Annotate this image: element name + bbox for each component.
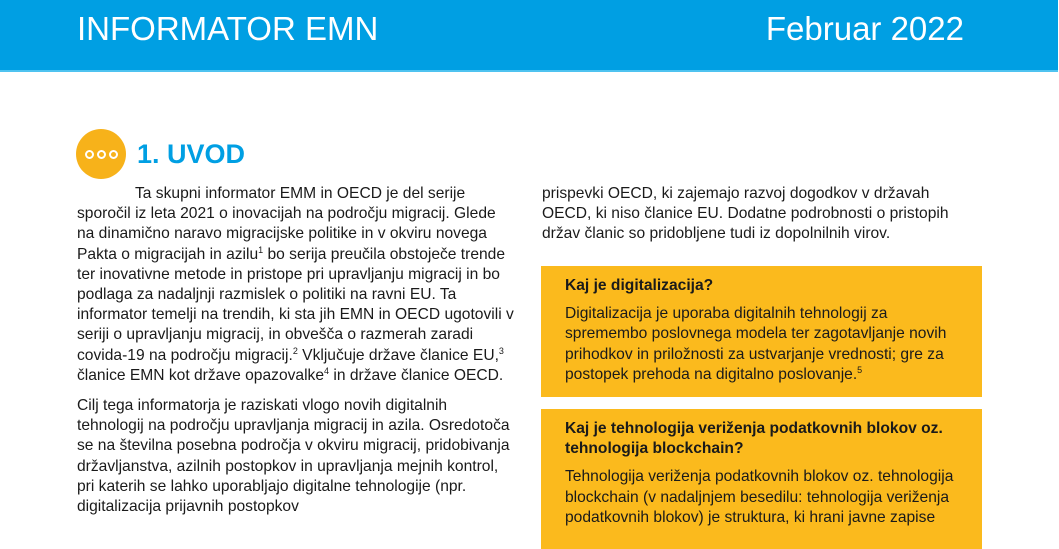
- three-dots-circle-icon: [76, 129, 126, 179]
- infobox-blockchain: [541, 409, 982, 549]
- footnote-ref[interactable]: 2: [292, 345, 298, 356]
- footnote-ref[interactable]: 1: [258, 244, 264, 255]
- dot-icon: [109, 150, 118, 159]
- dot-icon: [85, 150, 94, 159]
- aim-paragraph: Cilj tega informatorja je raziskati vlogo novih digitalnih tehnologij na področju upravljanja migracij in azila. Osredotoča se na številna posebna področja v okviru migracij, pridobivanja državljanstva, azilnih postopkov in upravljanja mejnih kontrol, pri katerih se lahko uporabljajo digitalne tehnologije (npr. digitalizacija prijavnih postopkov: [77, 397, 510, 516]
- dot-icon: [97, 150, 106, 159]
- paragraph-text: Ta skupni informator EMM in OECD je del serije sporočil iz leta 2021 o inovacijah na področju migracij. Glede na dinamično naravo migracijske politike in v okviru novega Pakta o migracijah in azilu: [77, 185, 496, 263]
- document-date: Februar 2022: [765, 10, 964, 47]
- right-column: [542, 184, 982, 255]
- paragraph-text: članice EMN kot države opazovalke: [77, 366, 325, 384]
- footnote-ref[interactable]: 5: [857, 364, 863, 375]
- intro-paragraph: [77, 184, 517, 386]
- infobox-title: Kaj je digitalizacija?: [565, 277, 714, 294]
- infobox-text: Digitalizacija je uporaba digitalnih tehnologij za spremembo poslovnega modela ter zagotavljanje novih prihodkov in priložnosti za ustvarjanje vrednosti; gre za postopek prehoda na digitalno poslovanje.: [565, 305, 947, 383]
- footnote-ref[interactable]: 4: [324, 365, 330, 376]
- infobox-body: [565, 304, 972, 385]
- paragraph-text: bo serija preučila obstoječe trende ter inovativne metode in pristope pri upravljanju migracij in bo podlaga za nadaljnji razmislek o politiki na ravni EU. Ta informator temelji na trendih, ki sta jih EMN in OECD ugotovili v seriji o upravljanju migracij, in obvešča o razmerah zaradi covida-19 na področju migracij.: [77, 245, 514, 364]
- oecd-contributions-paragraph: prispevki OECD, ki zajemajo razvoj dogodkov v državah OECD, ki niso članice EU. Dodatne podrobnosti o pristopih držav članic so pridobljene tudi iz dopolnilnih virov.: [542, 185, 949, 243]
- header-banner: [0, 0, 1058, 72]
- infobox-title: Kaj je tehnologija veriženja podatkovnih blokov oz. tehnologija blockchain?: [565, 420, 943, 458]
- left-column: [77, 184, 517, 527]
- infobox-digitalization: [541, 266, 982, 397]
- footnote-ref[interactable]: 3: [498, 345, 504, 356]
- section-heading: 1. UVOD: [137, 139, 246, 169]
- paragraph-text: Vključuje države članice EU,: [297, 346, 499, 364]
- infobox-body: Tehnologija veriženja podatkovnih blokov oz. tehnologija blockchain (v nadaljnjem besedilu: tehnologija veriženja podatkovnih blokov) je struktura, ki hrani javne zapise: [565, 468, 954, 526]
- document-title: INFORMATOR EMN: [77, 10, 379, 47]
- paragraph-text: in države članice OECD.: [329, 366, 504, 384]
